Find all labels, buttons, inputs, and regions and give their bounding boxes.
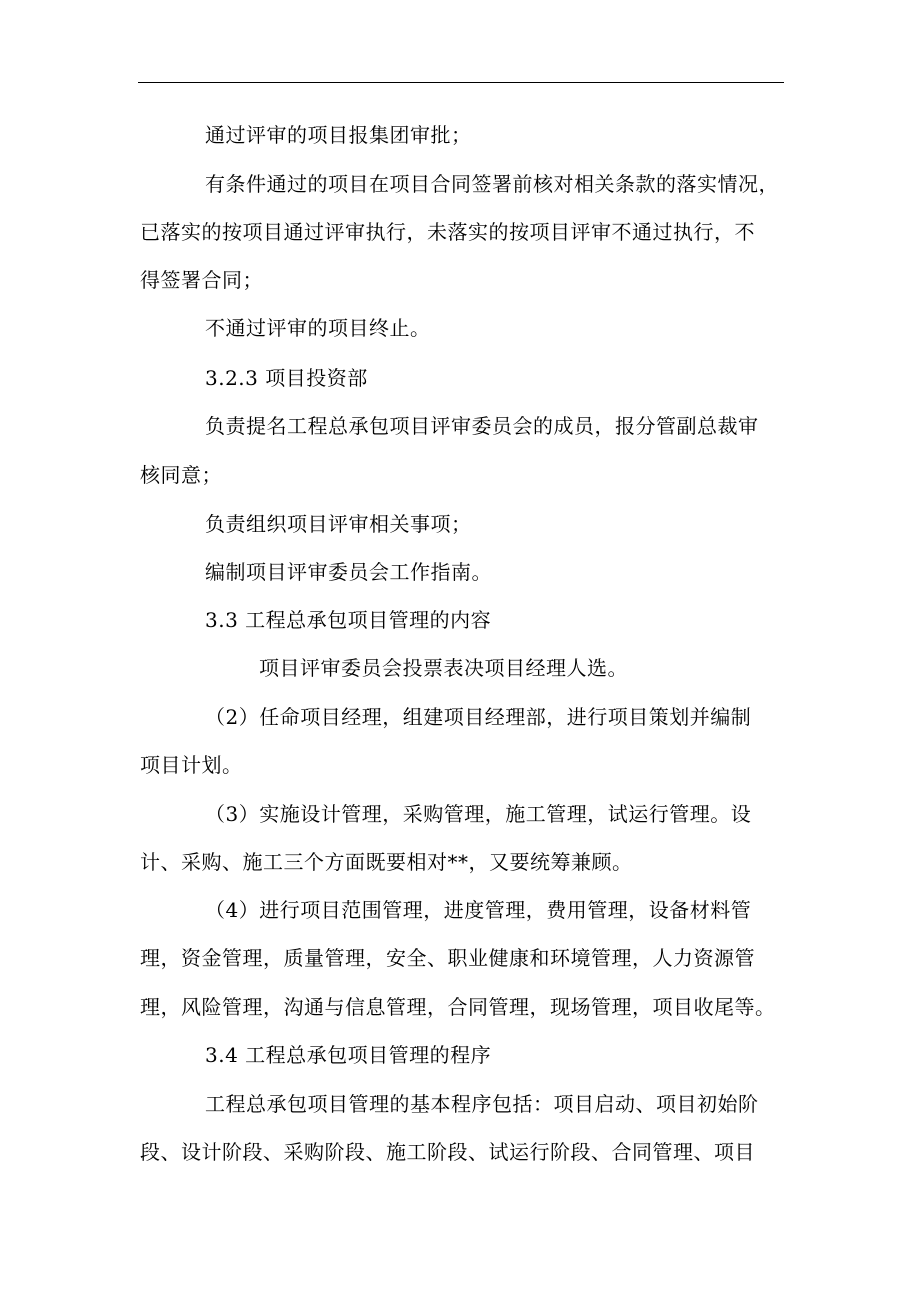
- header-rule: [138, 82, 784, 83]
- section-heading: 3.2.3 项目投资部: [205, 366, 368, 390]
- text-line: 计、采购、施工三个方面既要相对**，又要统筹兼顾。: [140, 850, 633, 874]
- text-line: 编制项目评审委员会工作指南。: [205, 560, 492, 584]
- text-line: 已落实的按项目通过评审执行，未落实的按项目评审不通过执行，不: [140, 220, 755, 244]
- section-heading: 3.4 工程总承包项目管理的程序: [205, 1043, 492, 1067]
- text-line: 负责提名工程总承包项目评审委员会的成员，报分管副总裁审: [205, 414, 759, 438]
- text-line: 负责组织项目评审相关事项；: [205, 512, 472, 536]
- text-line: 不通过评审的项目终止。: [205, 316, 431, 340]
- text-line: 核同意；: [140, 463, 222, 487]
- text-line: 理，资金管理，质量管理，安全、职业健康和环境管理，人力资源管: [140, 946, 755, 970]
- text-line: 有条件通过的项目在项目合同签署前核对相关条款的落实情况，: [205, 172, 779, 196]
- text-line: 通过评审的项目报集团审批；: [205, 123, 472, 147]
- text-line: 工程总承包项目管理的基本程序包括：项目启动、项目初始阶: [205, 1092, 759, 1116]
- text-line: 项目评审委员会投票表决项目经理人选。: [259, 656, 628, 680]
- text-line: 得签署合同；: [140, 268, 263, 292]
- text-line: 项目计划。: [140, 753, 243, 777]
- list-item: （4）进行项目范围管理，进度管理，费用管理，设备材料管: [205, 898, 752, 922]
- text-line: 理，风险管理，沟通与信息管理，合同管理，现场管理，项目收尾等。: [140, 995, 776, 1019]
- text-line: 段、设计阶段、采购阶段、施工阶段、试运行阶段、合同管理、项目: [140, 1140, 755, 1164]
- list-item: （3）实施设计管理，采购管理，施工管理，试运行管理。设: [205, 802, 752, 826]
- list-item: （2）任命项目经理，组建项目经理部，进行项目策划并编制: [205, 705, 752, 729]
- section-heading: 3.3 工程总承包项目管理的内容: [205, 608, 492, 632]
